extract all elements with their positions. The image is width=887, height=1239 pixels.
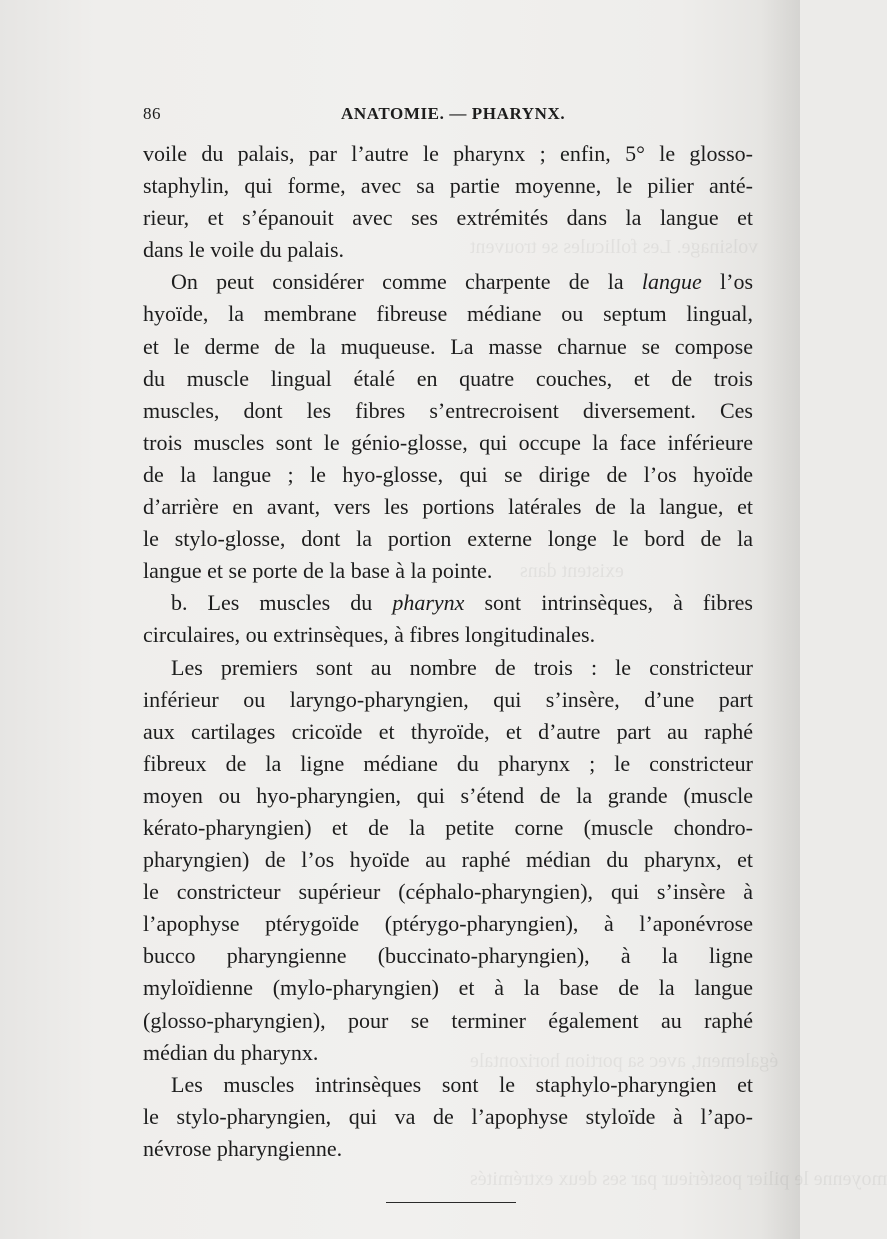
text-line: pharyngien) de l’os hyoïde au raphé médian du pharynx, et [143, 847, 753, 873]
text-line: aux cartilages cricoïde et thyroïde, et d’autre part au raphé [143, 718, 753, 744]
text-line: voile du palais, par l’autre le pharynx ; enfin, 5° le glosso- [143, 141, 753, 166]
text-line: l’apophyse ptérygoïde (ptérygo-pharyngien), à l’aponévrose [143, 911, 753, 937]
text-line: de la langue ; le hyo-glosse, qui se dirige de l’os hyoïde [143, 461, 753, 487]
text-line: moyen ou hyo-pharyngien, qui s’étend de la grande (muscle [143, 782, 753, 808]
text-line: névrose pharyngienne. [143, 1135, 343, 1161]
body-text [143, 138, 753, 1165]
text-line: dans le voile du palais. [143, 237, 345, 263]
text-line: circulaires, ou extrinsèques, à fibres longitudinales. [143, 622, 596, 648]
text-line: hyoïde, la membrane fibreuse médiane ou septum lingual, [143, 301, 753, 327]
text-line: fibreux de la ligne médiane du pharynx ; le constricteur [143, 750, 753, 776]
bleed-through-text: moyenne le pilier postérieur par ses deux extrémités [470, 1168, 887, 1190]
bottom-rule [386, 1202, 516, 1203]
bleed-through-text: existent dans [520, 560, 624, 582]
page-edge-shadow [760, 0, 800, 1239]
text-line: d’arrière en avant, vers les portions latérales de la langue, et [143, 494, 753, 520]
text-line: (glosso-pharyngien), pour se terminer également au raphé [143, 1007, 753, 1033]
page-number: 86 [143, 104, 161, 123]
text-line: le stylo-glosse, dont la portion externe longe le bord de la [143, 526, 753, 552]
text-line: et le derme de la muqueuse. La masse charnue se compose [143, 333, 753, 359]
text-line: le stylo-pharyngien, qui va de l’apophyse styloïde à l’apo- [143, 1103, 753, 1129]
text-line: trois muscles sont le génio-glosse, qui occupe la face inférieure [143, 429, 753, 455]
text-line: médian du pharynx. [143, 1039, 319, 1065]
text-line: b. Les muscles du pharynx sont intrinsèques, à fibres [171, 590, 753, 616]
text-line: rieur, et s’épanouit avec ses extrémités dans la langue et [143, 205, 753, 231]
text-line: kérato-pharyngien) et de la petite corne (muscle chondro- [143, 814, 753, 840]
text-line: On peut considérer comme charpente de la langue l’os [171, 269, 754, 295]
italic-term: langue [641, 269, 702, 295]
running-head [143, 104, 753, 130]
text-line: le constricteur supérieur (céphalo-pharyngien), qui s’insère à [143, 879, 753, 905]
text-line: myloïdienne (mylo-pharyngien) et à la base de la langue [143, 975, 753, 1001]
text-line: langue et se porte de la base à la pointe. [143, 558, 493, 584]
running-title: ANATOMIE. — PHARYNX. [341, 104, 566, 123]
text-line: Les muscles intrinsèques sont le staphylo-pharyngien et [171, 1071, 753, 1097]
text-line: Les premiers sont au nombre de trois : le constricteur [171, 654, 753, 680]
bleed-through-text: volsinage. Les follicules se trouvent [470, 236, 759, 258]
text-line: bucco pharyngienne (buccinato-pharyngien), à la ligne [143, 943, 753, 969]
text-line: staphylin, qui forme, avec sa partie moyenne, le pilier anté- [143, 173, 753, 199]
text-line: du muscle lingual étalé en quatre couches, et de trois [143, 365, 753, 391]
italic-term: pharynx [392, 590, 465, 616]
text-line: muscles, dont les fibres s’entrecroisent diversement. Ces [143, 397, 753, 423]
bleed-through-text: également, avec sa portion horizontale [470, 1050, 779, 1072]
text-line: inférieur ou laryngo-pharyngien, qui s’insère, d’une part [143, 686, 753, 712]
